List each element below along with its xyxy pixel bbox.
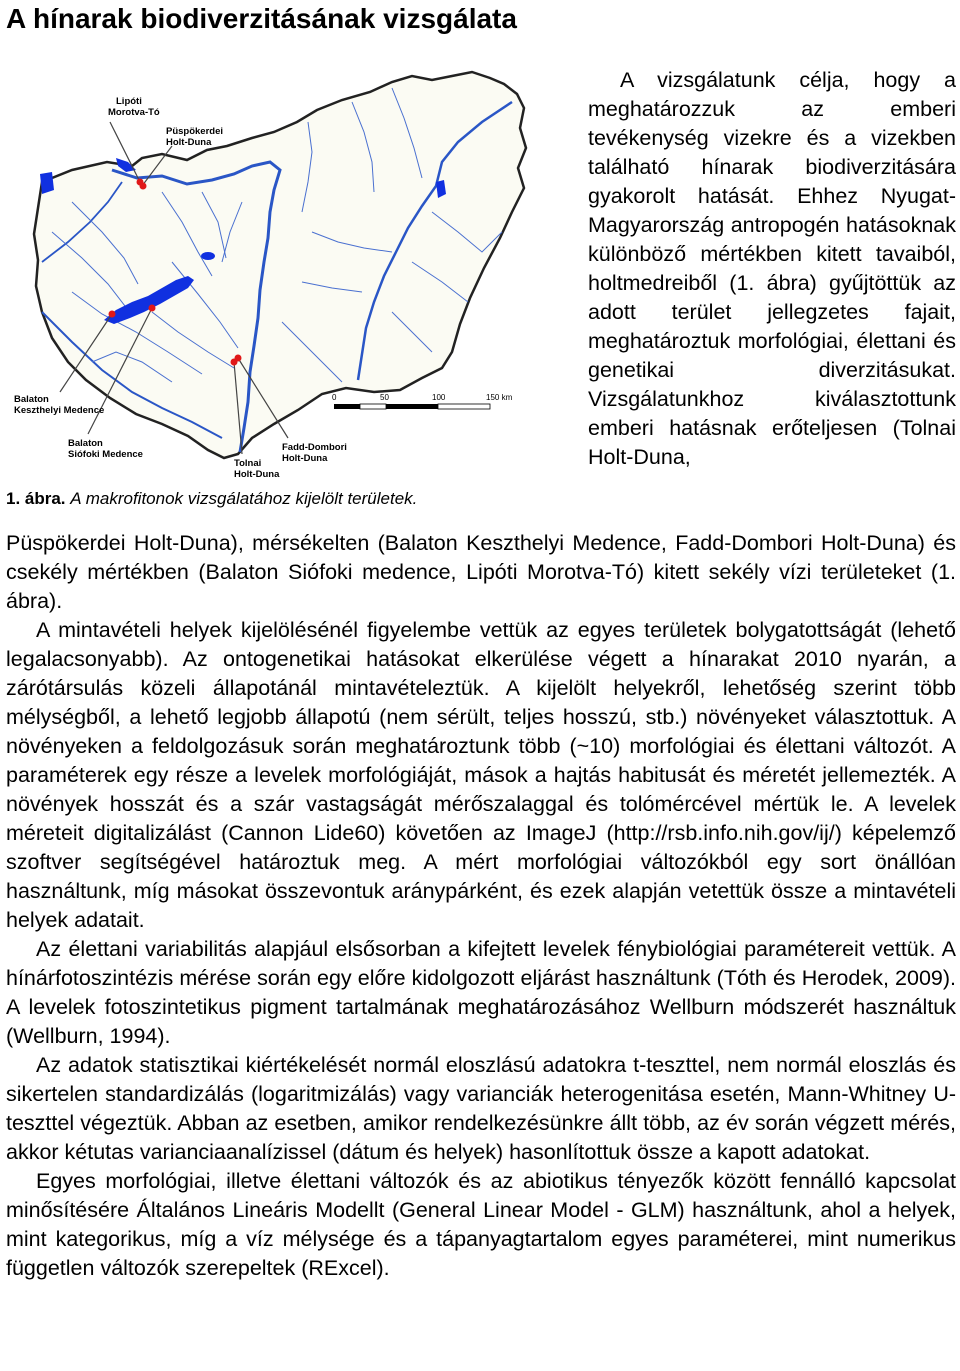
label-puspokerdei-2: Holt-Duna <box>166 137 212 148</box>
body-text <box>6 529 956 1283</box>
caption-number: 1. ábra. <box>6 489 66 508</box>
intro-paragraph: A vizsgálatunk célja, hogy a meghatározzuk az emberi tevékenység vizekre és a vizekben található hínarak biodiverzitására gyakorolt hatását. Ehhez Nyugat-Magyarország antropogén hatásoknak különböző mértékben kitett tavaiból, holtmedreiből (1. ábra) gyűjtöttük az adott terület jellegzetes fajait, meghatároztuk morfológiai, élettani és genetikai diverzitásukat. Vizsgálatunkhoz kiválasztottunk emberi hatásnak erőteljesen (Tolnai Holt-Duna, <box>588 68 956 469</box>
label-tolnai-1: Tolnai <box>234 458 262 469</box>
paragraph-glm: Egyes morfológiai, illetve élettani változók és az abiotikus tényezők között fennálló kapcsolat minősítésére Általános Lineáris Modellt (General Linear Model - GLM) használtunk, ahol a helyek, mint kategorikus, míg a víz mélysége és a tápanyagtartalom egyes paraméterei, mint numerikus független változók szerepeltek (RExcel). <box>6 1169 956 1280</box>
site-balaton-keszthelyi <box>109 311 116 318</box>
paragraph-statistics: Az adatok statisztikai kiértékelését normál eloszlású adatokra t-teszttel, nem normál eloszlás és sikertelen standardizálás (logaritmizálás) vagy varianciák heterogenitása esetén, Mann-Whitney U-teszttel végeztük. Abban az esetben, amikor rendelkezésünkre állt több, az év során végzett mérés, akkor kétutas varianciaanalízissel (dátum és helyek) hasonlítottuk össze a kapott adatokat. <box>6 1053 956 1164</box>
site-balaton-siofoki <box>149 305 156 312</box>
scale-tick-100: 100 <box>432 393 446 402</box>
label-puspokerdei-1: Püspökerdei <box>166 126 224 137</box>
site-tolnai <box>231 359 238 366</box>
svg-text:BalatonKeszthelyi Medence <box>14 394 104 416</box>
site-puspokerdei <box>140 183 147 190</box>
svg-text:BalatonSiófoki Medence <box>68 438 143 460</box>
ferto-lake <box>40 172 54 194</box>
scale-tick-150: 150 km <box>486 393 513 402</box>
country-outline <box>34 72 526 458</box>
figure-caption <box>6 488 417 510</box>
label-tolnai-2: Holt-Duna <box>234 469 280 480</box>
scale-tick-0: 0 <box>332 393 337 402</box>
caption-text: A makrofitonok vizsgálatához kijelölt területek. <box>70 489 418 508</box>
label-fadd-2: Holt-Duna <box>282 453 328 464</box>
scale-tick-50: 50 <box>380 393 389 402</box>
paragraph-continuation: Püspökerdei Holt-Duna), mérsékelten (Balaton Keszthelyi Medence, Fadd-Dombori Holt-Duna) és csekély mértékben (Balaton Siófoki medence, Lipóti Morotva-Tó) kitett sekély vízi területeket (1. ábra). <box>6 531 956 613</box>
hungary-map-figure <box>12 62 532 490</box>
svg-text:TolnaiHolt-Duna <box>234 458 280 480</box>
paragraph-physiology: Az élettani variabilitás alapjául elsősorban a kifejtett levelek fénybiológiai paramétereit vettük. A hínárfotoszintézis mérése során egy előre kidolgozott eljárást használtunk (Tóth és Herodek, 2009). A levelek fotoszintetikus pigment tartalmának meghatározásához Wellburn módszerét használtuk (Wellburn, 1994). <box>6 937 956 1048</box>
label-lipoti-1: Lipóti <box>116 96 142 107</box>
label-balaton-s-2: Siófoki Medence <box>68 449 143 460</box>
svg-text:Fadd-DomboriHolt-Duna <box>282 442 347 464</box>
label-balaton-k-2: Keszthelyi Medence <box>14 405 105 416</box>
label-balaton-s-1: Balaton <box>68 438 103 449</box>
svg-text:LipótiMorotva-Tó <box>108 96 160 118</box>
velence-lake <box>201 252 215 260</box>
label-balaton-k-1: Balaton <box>14 394 49 405</box>
paragraph-sampling: A mintavételi helyek kijelölésénél figyelembe vettük az egyes területek bolygatottságát (lehető legalacsonyabb). Az ontogenetikai hatásokat elkerülése végett a hínarakat 2010 nyarán, a zárótársulás közeli állapotánál mintavételeztük. A kijelölt helyekről, lehetőség szerint több mélységből, a lehető legjobb állapotú (nem sérült, teljes hosszú, stb.) növényeket választottuk. A növényeken a feldolgozásuk során meghatároztunk több (~10) morfológiai és élettani változót. A paraméterek egy része a levelek morfológiáját, mások a hajtás habitusát és méretét jellemezték. A növények hosszát és a szár vastagságát mérőszalaggal és tolómércével mértük le. A levelek méreteit digitalizálást (Cannon Lide60) követően az ImageJ (http://rsb.info.nih.gov/ij/) képelemző szoftver segítségével határoztuk meg. A mért morfológiai változókból egy sort önállóan használtunk, míg másokat összevontuk aránypárként, és ezek alapján vetettük össze a mintavételi helyek adatait. <box>6 618 956 932</box>
page-title: A hínarak biodiverzitásának vizsgálata <box>6 3 517 34</box>
svg-text:PüspökerdeiHolt-Duna <box>166 126 223 148</box>
label-fadd-1: Fadd-Dombori <box>282 442 347 453</box>
label-lipoti-2: Morotva-Tó <box>108 107 160 118</box>
scale-bar <box>332 393 513 409</box>
